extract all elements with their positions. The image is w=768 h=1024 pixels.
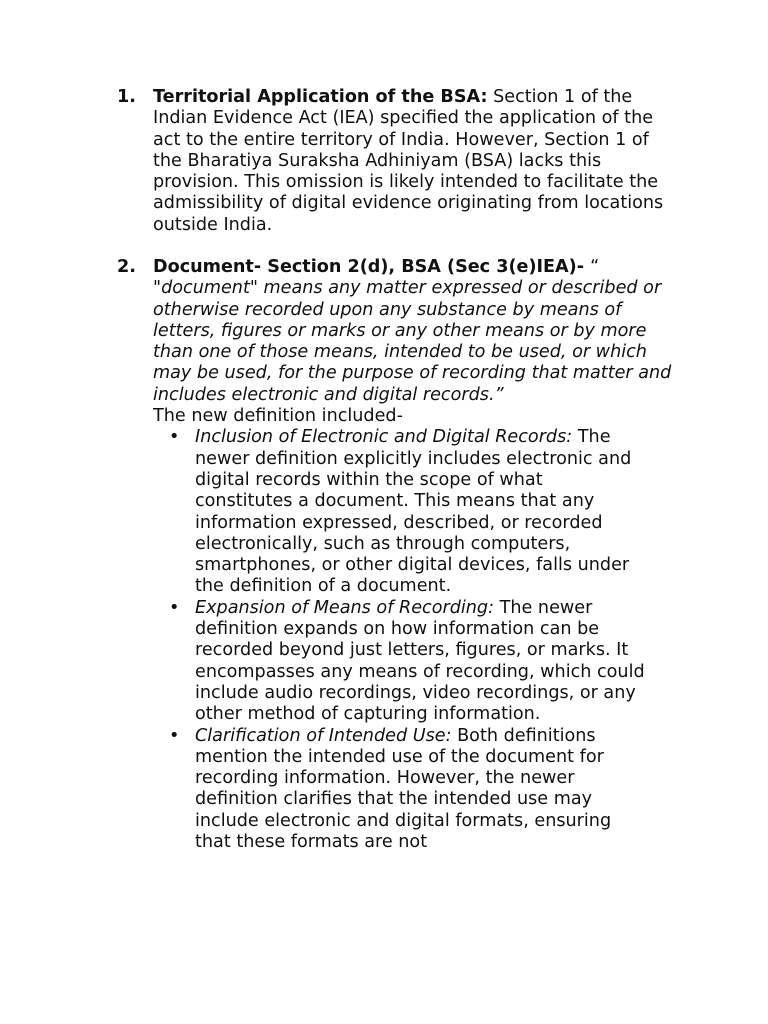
list-item-territorial-application — [117, 87, 697, 236]
bullet-item-intended-use — [169, 725, 645, 854]
bullet-icon: • — [169, 597, 180, 618]
bullet-text: The newer definition expands on how information can be recorded beyond just letters, figures, or marks. It encompasses any means of recording, which could include audio recordings, video recordings, or any other method of capturing information. — [195, 597, 645, 725]
bullet-text: The newer definition explicitly includes electronic and digital records within the scope of what constitutes a document. This means that any information expressed, described, or recorded electronically, such as through computers, smartphones, or other digital devices, falls under the definition of a document. — [195, 427, 632, 597]
bullet-text: Both definitions mention the intended use of the document for recording information. However, the newer definition clarifies that the intended use may include electronic and digital formats, ensuring that these formats are not — [195, 725, 612, 853]
item-number: 2. — [117, 257, 136, 277]
bullet-item-electronic-records — [169, 427, 645, 597]
bullet-icon: • — [169, 427, 180, 448]
item-number: 1. — [117, 87, 136, 107]
open-quote: “ — [590, 257, 600, 277]
definition-intro: The new definition included- — [153, 406, 403, 427]
inclusion-bullet-list — [169, 427, 645, 853]
item-text: Section 1 of the Indian Evidence Act (IEA) specified the application of the act to the entire territory of India. However, Section 1 of the Bharatiya Suraksha Adhiniyam (BSA) lacks this provision. This omission is likely intended to facilitate the admissibility of digital evidence originating from locations outside India. — [153, 87, 664, 235]
item-heading: Territorial Application of the BSA: — [153, 87, 488, 107]
bullet-title: Inclusion of Electronic and Digital Records: — [195, 427, 573, 448]
bullet-title: Expansion of Means of Recording: — [195, 597, 495, 618]
definition-quote: "document" means any matter expressed or described or otherwise recorded upon any substance by means of letters, figures or marks or any other means or by more than one of those means, intended to be used, or which may be used, for the purpose of recording that matter and includes electronic and digital records.” — [153, 278, 672, 405]
item-heading-line — [153, 257, 675, 278]
bullet-item-means-of-recording — [169, 597, 645, 726]
item-body — [153, 257, 675, 427]
item-heading: Document- Section 2(d), BSA (Sec 3(e)IEA)- — [153, 257, 591, 277]
bullet-title: Clarification of Intended Use: — [195, 725, 452, 746]
list-item-document-definition — [117, 257, 697, 853]
item-paragraph — [153, 87, 675, 236]
bullet-icon: • — [169, 725, 180, 746]
